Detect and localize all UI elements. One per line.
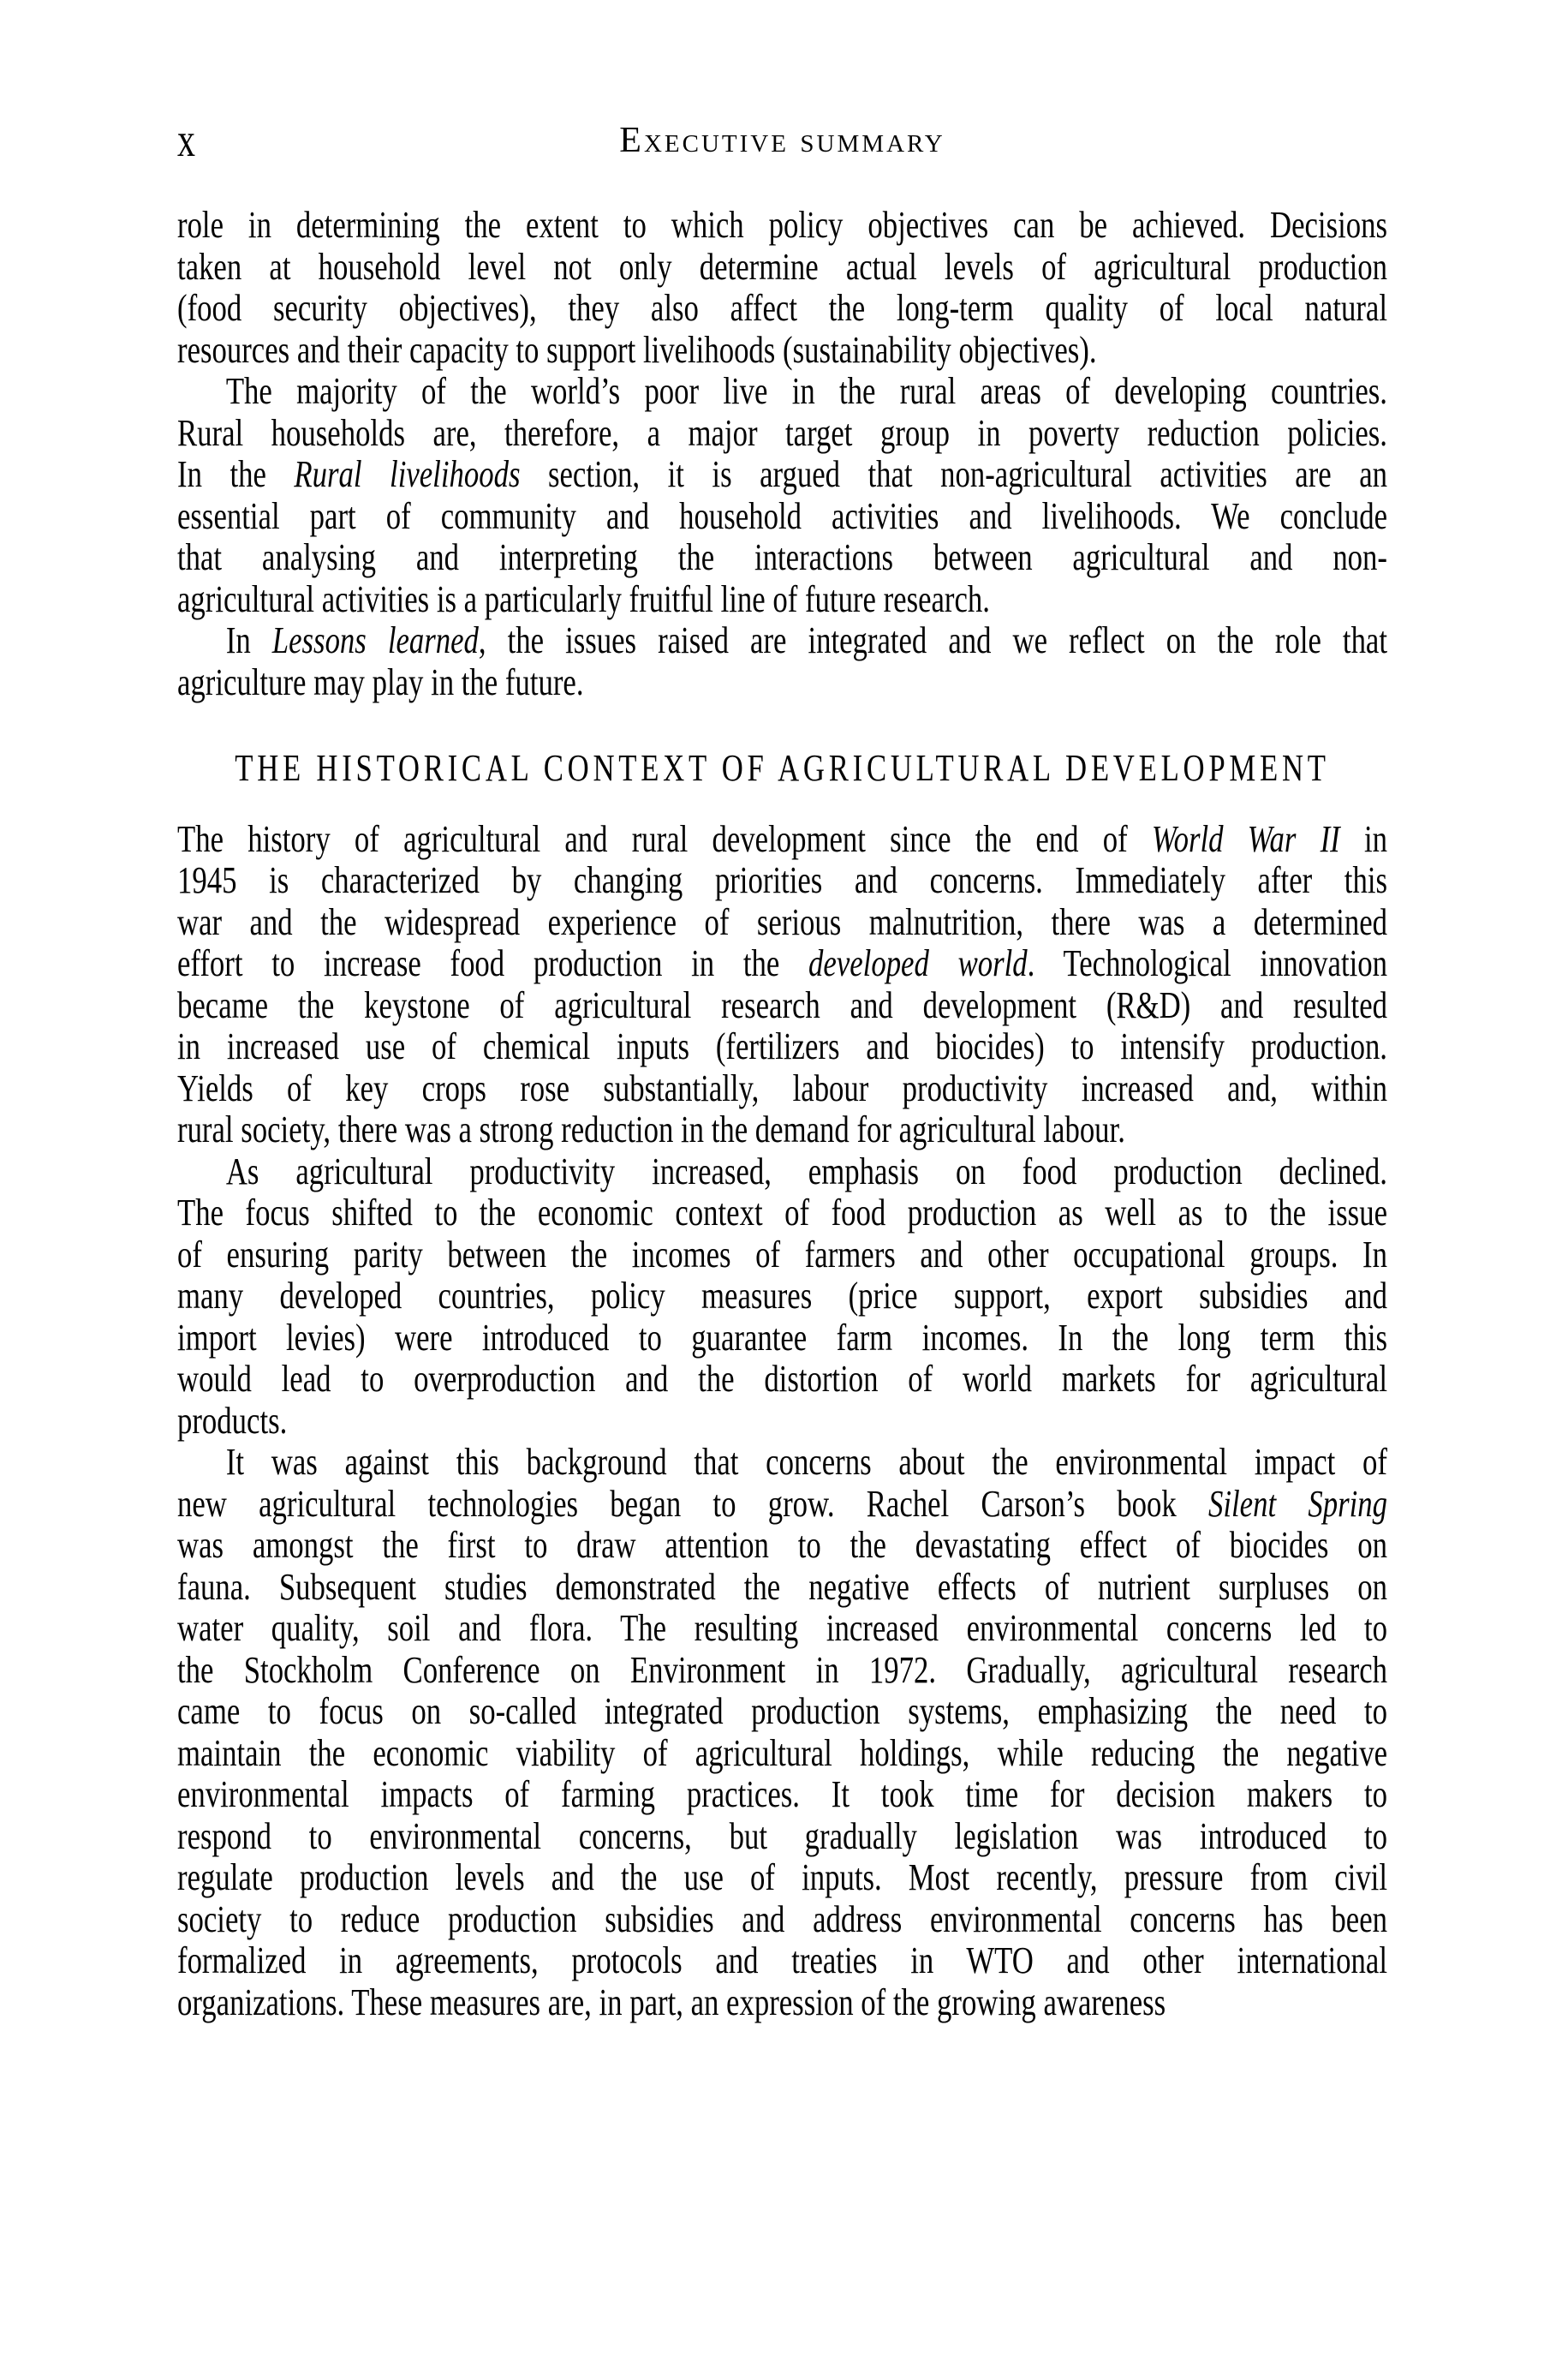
text-line <box>177 1733 1387 1775</box>
text-run: the Stockholm Conference on Environment in 1972. Gradually, agricultural research <box>177 1648 1387 1691</box>
text-line <box>177 1234 1387 1276</box>
text-run: effort to increase food production in the <box>177 942 809 984</box>
text-run: . Technological innovation <box>1027 942 1387 984</box>
text-run: of ensuring parity between the incomes of farmers and other occupational groups. In <box>177 1233 1387 1276</box>
section-heading <box>177 748 1387 790</box>
page-number: x <box>177 114 195 167</box>
text-line <box>177 620 1387 662</box>
text-run: became the keystone of agricultural research and development (R&D) and resulted <box>177 983 1387 1026</box>
text-line <box>177 1691 1387 1733</box>
text-line <box>177 1442 1387 1484</box>
text-line <box>177 1109 1387 1151</box>
text-line <box>177 1359 1387 1401</box>
text-run: Yields of key crops rose substantially, labour productivity increased and, within <box>177 1067 1387 1109</box>
text-run: society to reduce production subsidies and address environmental concerns has been <box>177 1897 1387 1940</box>
text-line <box>177 371 1387 413</box>
text-run: water quality, soil and flora. The resulting increased environmental concerns led to <box>177 1607 1387 1649</box>
text-run: products. <box>177 1399 288 1442</box>
paragraph <box>177 819 1387 1151</box>
italic-run: Silent Spring <box>1208 1482 1387 1525</box>
text-run: The majority of the world’s poor live in the rural areas of developing countries. <box>225 370 1387 412</box>
text-line <box>177 1608 1387 1650</box>
text-run: respond to environmental concerns, but gradually legislation was introduced to <box>177 1814 1387 1857</box>
text-line <box>177 1940 1387 1982</box>
text-run: in <box>1339 817 1387 860</box>
text-line <box>177 1276 1387 1317</box>
text-line <box>177 537 1387 579</box>
text-line <box>177 902 1387 944</box>
text-line <box>177 1525 1387 1567</box>
text-run: new agricultural technologies began to grow. Rachel Carson’s book <box>177 1482 1209 1525</box>
text-line <box>177 1151 1387 1193</box>
paragraph <box>177 1151 1387 1443</box>
text-line <box>177 1484 1387 1526</box>
text-line <box>177 1982 1387 2024</box>
text-line <box>177 288 1387 330</box>
text-line <box>177 1857 1387 1899</box>
text-run: (food security objectives), they also affect the long-term quality of local natural <box>177 287 1387 329</box>
text-line <box>177 579 1387 621</box>
text-run: The history of agricultural and rural development since the end of <box>177 817 1152 860</box>
text-run: that analysing and interpreting the interactions between agricultural and non- <box>177 536 1387 578</box>
text-line <box>177 247 1387 289</box>
text-run: maintain the economic viability of agricultural holdings, while reducing the negative <box>177 1731 1387 1774</box>
italic-run: Rural livelihoods <box>294 453 521 495</box>
text-line <box>177 1567 1387 1609</box>
text-run: environmental impacts of farming practices. It took time for decision makers to <box>177 1773 1387 1815</box>
text-run: , the issues raised are integrated and we reflect on the role that <box>478 619 1388 661</box>
text-run: 1945 is characterized by changing priorities and concerns. Immediately after this <box>177 859 1387 901</box>
text-line <box>177 205 1387 247</box>
text-run: came to focus on so-called integrated production systems, emphasizing the need to <box>177 1690 1387 1732</box>
text-line <box>177 1816 1387 1858</box>
text-run: resources and their capacity to support livelihoods (sustainability objectives). <box>177 328 1097 371</box>
text-run: In <box>225 619 272 661</box>
text-run: many developed countries, policy measures (price support, export subsidies and <box>177 1275 1387 1317</box>
text-line <box>177 943 1387 985</box>
text-run: rural society, there was a strong reduction in the demand for agricultural labour. <box>177 1108 1125 1150</box>
text-line <box>177 1899 1387 1941</box>
text-line <box>177 1192 1387 1234</box>
text-run: import levies) were introduced to guarantee farm incomes. In the long term this <box>177 1316 1387 1359</box>
text-line <box>177 1317 1387 1359</box>
text-line <box>177 1026 1387 1068</box>
text-run: would lead to overproduction and the distortion of world markets for agricultural <box>177 1358 1387 1400</box>
text-run: The focus shifted to the economic context of food production as well as to the issue <box>177 1192 1387 1234</box>
text-line <box>177 413 1387 455</box>
text-run: In the <box>177 453 295 495</box>
text-run: regulate production levels and the use of inputs. Most recently, pressure from civil <box>177 1856 1387 1898</box>
text-line <box>177 454 1387 496</box>
text-run: was amongst the first to draw attention to the devastating effect of biocides on <box>177 1524 1387 1566</box>
text-run: in increased use of chemical inputs (fertilizers and biocides) to intensify production. <box>177 1025 1387 1067</box>
text-run: section, it is argued that non-agricultural activities are an <box>520 453 1387 495</box>
running-header <box>177 114 1387 167</box>
text-line <box>177 1401 1387 1443</box>
paragraph <box>177 205 1387 371</box>
italic-run: developed world <box>808 942 1028 984</box>
text-line <box>177 496 1387 538</box>
text-run: agricultural activities is a particularly fruitful line of future research. <box>177 577 990 620</box>
text-line <box>177 330 1387 372</box>
text-line <box>177 1068 1387 1110</box>
text-line <box>177 1650 1387 1692</box>
text-run: role in determining the extent to which policy objectives can be achieved. Decisions <box>177 204 1387 246</box>
text-run: formalized in agreements, protocols and treaties in WTO and other international <box>177 1939 1387 1981</box>
text-run: war and the widespread experience of serious malnutrition, there was a determined <box>177 900 1387 943</box>
running-header-title: Executive summary <box>619 121 945 160</box>
text-run: taken at household level not only determine actual levels of agricultural production <box>177 245 1387 288</box>
text-run: THE HISTORICAL CONTEXT OF AGRICULTURAL DEVELOPMENT <box>235 747 1330 789</box>
text-run: As agricultural productivity increased, emphasis on food production declined. <box>225 1150 1387 1192</box>
text-run: organizations. These measures are, in part, an expression of the growing awareness <box>177 1981 1166 2023</box>
text-line <box>177 985 1387 1027</box>
text-run: essential part of community and household activities and livelihoods. We conclude <box>177 494 1387 537</box>
paragraph <box>177 1442 1387 2023</box>
italic-run: Lessons learned <box>271 619 479 661</box>
text-line <box>177 662 1387 704</box>
text-line <box>177 819 1387 861</box>
paragraph <box>177 371 1387 620</box>
text-line <box>177 860 1387 902</box>
paragraph <box>177 620 1387 703</box>
italic-run: World War II <box>1151 817 1340 860</box>
text-run: fauna. Subsequent studies demonstrated the negative effects of nutrient surpluses on <box>177 1565 1387 1608</box>
text-run: Rural households are, therefore, a major target group in poverty reduction policies. <box>177 411 1387 454</box>
body-text <box>177 205 1387 2023</box>
text-run: It was against this background that concerns about the environmental impact of <box>225 1441 1387 1483</box>
text-line <box>177 1774 1387 1816</box>
text-run: agriculture may play in the future. <box>177 660 584 703</box>
